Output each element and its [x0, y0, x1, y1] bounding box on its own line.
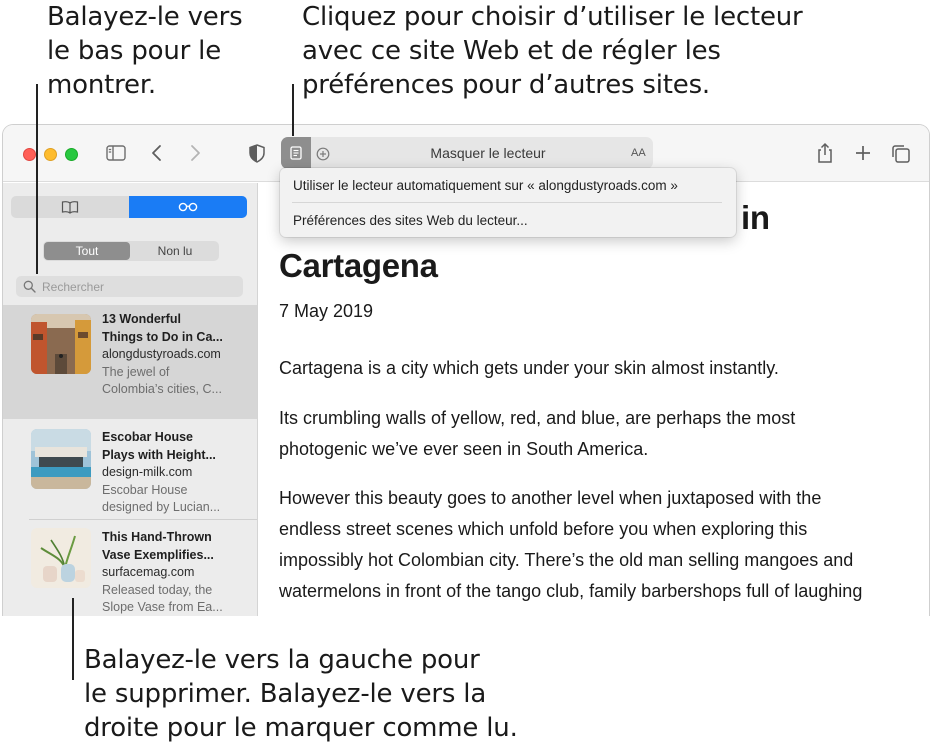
reading-list-item[interactable]: [3, 305, 257, 419]
reader-article: [279, 183, 919, 616]
leader-line-bottom: [72, 598, 74, 680]
callout-swipe-down: Balayez-le vers le bas pour le montrer.: [47, 2, 243, 100]
close-window-button[interactable]: [23, 148, 36, 161]
reader-icon: [290, 146, 302, 160]
new-tab-icon[interactable]: [854, 144, 872, 162]
item-thumbnail: [31, 528, 91, 588]
minimize-window-button[interactable]: [44, 148, 57, 161]
item-thumbnail: [31, 314, 91, 374]
reading-list-sidebar: [3, 183, 258, 616]
item-text: This Hand-Thrown Vase Exemplifies... surfacemag.com Released today, the Slope Vase from Ea...: [102, 530, 223, 614]
tab-overview-icon[interactable]: [891, 144, 911, 164]
forward-icon[interactable]: [189, 144, 201, 162]
reader-menu: [280, 168, 736, 237]
item-text: Escobar House Plays with Height... design-milk.com Escobar House designed by Lucian...: [102, 430, 221, 514]
article-title-line1-end: in: [741, 199, 770, 236]
article-paragraph: However this beauty goes to another level when juxtaposed with the endless street scenes which unfold before you when exploring this impossibly hot Colombian city. There’s the old man selling mangoes and watermelons in front of the tango club, family barbershops full of laughing: [279, 488, 863, 601]
article-paragraph: Cartagena is a city which gets under your skin almost instantly.: [279, 358, 779, 378]
callout-swipe-sideways: Balayez-le vers la gauche pour le supprimer. Balayez-le vers la droite pour le marquer comme lu.: [84, 645, 518, 743]
item-text: 13 Wonderful Things to Do in Ca... alongdustyroads.com The jewel of Colombia’s cities, C...: [102, 312, 223, 396]
bookmarks-tab[interactable]: [11, 196, 129, 218]
filter-unread[interactable]: Non lu: [157, 244, 193, 258]
callout-reader-button: Cliquez pour choisir d’utiliser le lecteur avec ce site Web et de régler les préférences pour d’autres sites.: [302, 2, 803, 100]
reading-list-item[interactable]: [3, 419, 257, 533]
reading-list-tab[interactable]: [129, 196, 247, 218]
item-thumbnail: [31, 429, 91, 489]
reading-list-item[interactable]: [3, 519, 257, 616]
sidebar-segment-control: [11, 196, 247, 218]
glasses-icon: [177, 202, 199, 212]
menu-separator: [292, 202, 722, 203]
reading-list-filter: [43, 241, 219, 261]
search-field: [16, 276, 243, 297]
search-icon: [23, 280, 36, 293]
privacy-shield-icon[interactable]: [249, 144, 265, 163]
leader-line-top-right: [292, 84, 294, 136]
menu-item-reader-preferences[interactable]: Préférences des sites Web du lecteur...: [293, 213, 528, 228]
article-paragraph: Its crumbling walls of yellow, red, and blue, are perhaps the most photogenic we’ve ever seen in South America.: [279, 408, 796, 459]
book-icon: [61, 200, 79, 214]
text-size-button[interactable]: AA: [631, 147, 646, 159]
maximize-window-button[interactable]: [65, 148, 78, 161]
add-page-icon[interactable]: [316, 147, 330, 161]
back-icon[interactable]: [151, 144, 163, 162]
article-date: 7 May 2019: [279, 301, 374, 321]
hide-reader-label[interactable]: Masquer le lecteur: [430, 145, 546, 161]
sidebar-toggle-icon[interactable]: [106, 144, 126, 162]
search-input[interactable]: [42, 276, 237, 297]
leader-line-top-left: [36, 84, 38, 274]
article-title: Cartagena: [279, 247, 438, 284]
filter-all[interactable]: Tout: [44, 242, 130, 260]
share-icon[interactable]: [816, 142, 834, 164]
menu-item-auto-reader[interactable]: Utiliser le lecteur automatiquement sur « alongdustyroads.com »: [293, 178, 678, 193]
reader-button[interactable]: [281, 137, 311, 169]
